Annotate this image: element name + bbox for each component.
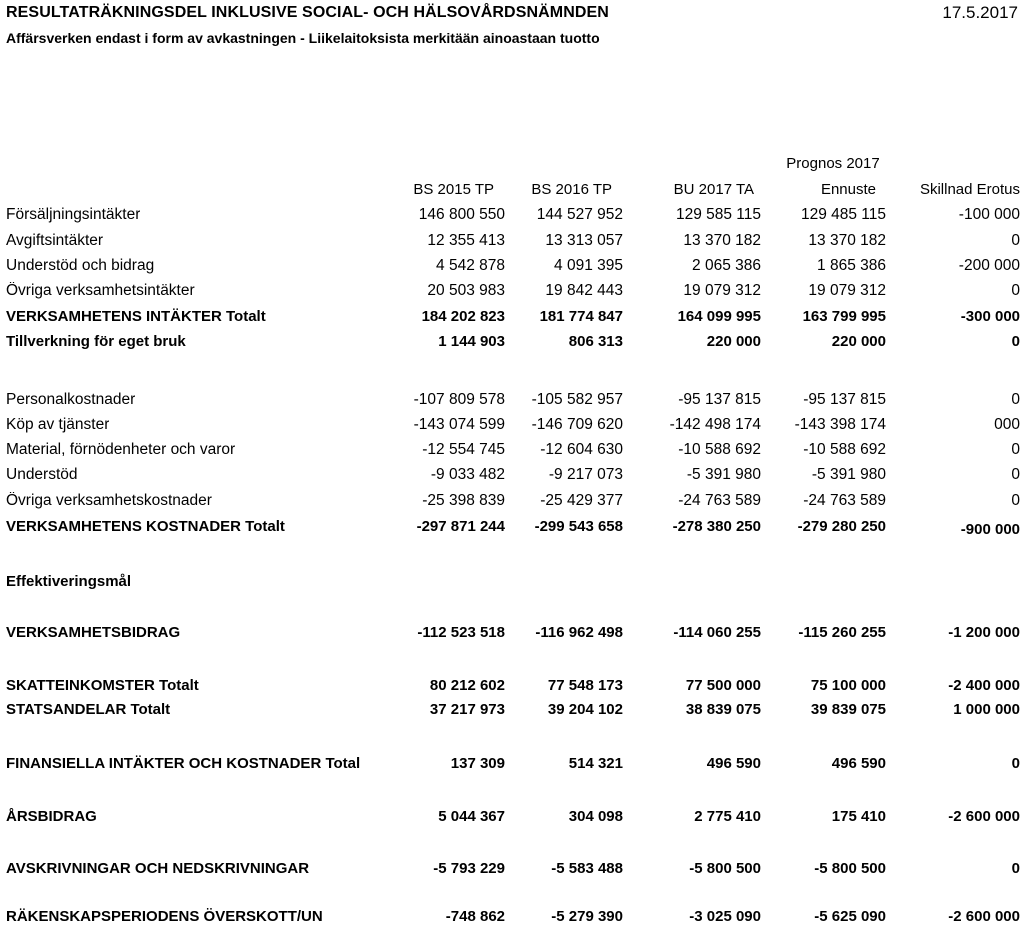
cell-bu2017: 38 839 075 bbox=[685, 701, 761, 718]
cell-bs2016: -25 429 377 bbox=[540, 492, 623, 509]
cell-bs2016: -299 543 658 bbox=[534, 518, 623, 535]
row-label: RÄKENSKAPSPERIODENS ÖVERSKOTT/UN bbox=[6, 908, 323, 925]
cell-skillnad: -2 400 000 bbox=[948, 677, 1020, 694]
cell-skillnad: 0 bbox=[1011, 466, 1020, 483]
row-label: SKATTEINKOMSTER Totalt bbox=[6, 677, 199, 694]
cell-bs2016: 514 321 bbox=[568, 755, 623, 772]
cell-bs2015: 184 202 823 bbox=[421, 308, 505, 325]
cell-bu2017: -278 380 250 bbox=[672, 518, 761, 535]
row-label: VERKSAMHETENS INTÄKTER Totalt bbox=[6, 308, 266, 325]
table-row-total bbox=[0, 624, 1024, 646]
row-label: Material, förnödenheter och varor bbox=[6, 441, 236, 458]
table-row bbox=[0, 492, 1024, 514]
cell-bs2015: -12 554 745 bbox=[422, 441, 505, 458]
cell-bs2016: -146 709 620 bbox=[531, 416, 623, 433]
cell-ennuste: -95 137 815 bbox=[803, 391, 886, 408]
cell-bs2015: -112 523 518 bbox=[417, 624, 505, 641]
row-label: Personalkostnader bbox=[6, 391, 136, 408]
table-row bbox=[0, 282, 1024, 304]
table-row bbox=[0, 441, 1024, 463]
cell-ennuste: -24 763 589 bbox=[803, 492, 886, 509]
cell-bs2015: -143 074 599 bbox=[413, 416, 505, 433]
row-label: Tillverkning för eget bruk bbox=[6, 333, 186, 350]
cell-ennuste: -279 280 250 bbox=[797, 518, 886, 535]
row-label: Understöd och bidrag bbox=[6, 257, 155, 274]
cell-skillnad: 0 bbox=[1011, 282, 1020, 299]
cell-bs2016: -116 962 498 bbox=[535, 624, 623, 641]
cell-skillnad: 0 bbox=[1011, 333, 1020, 350]
cell-ennuste: -10 588 692 bbox=[803, 441, 886, 458]
cell-bu2017: 2 775 410 bbox=[694, 808, 761, 825]
table-row-total bbox=[0, 308, 1024, 330]
table-row-section bbox=[0, 573, 1024, 595]
cell-ennuste: 163 799 995 bbox=[802, 308, 886, 325]
row-label: Köp av tjänster bbox=[6, 416, 110, 433]
row-label: ÅRSBIDRAG bbox=[6, 808, 97, 825]
cell-bu2017: 220 000 bbox=[706, 333, 761, 350]
row-label: STATSANDELAR Totalt bbox=[6, 701, 171, 718]
cell-bs2015: 37 217 973 bbox=[429, 701, 505, 718]
cell-skillnad: 0 bbox=[1011, 441, 1020, 458]
cell-bs2016: -5 583 488 bbox=[551, 860, 623, 877]
cell-ennuste: -5 800 500 bbox=[814, 860, 886, 877]
cell-bs2015: -748 862 bbox=[445, 908, 505, 925]
cell-ennuste: 13 370 182 bbox=[808, 232, 886, 249]
cell-bs2015: -9 033 482 bbox=[430, 466, 505, 483]
cell-bs2016: 144 527 952 bbox=[536, 206, 623, 223]
row-label: Avgiftsintäkter bbox=[6, 232, 104, 249]
cell-bu2017: -142 498 174 bbox=[669, 416, 761, 433]
cell-bu2017: -5 800 500 bbox=[689, 860, 761, 877]
cell-bs2015: -297 871 244 bbox=[416, 518, 505, 535]
table-row bbox=[0, 416, 1024, 438]
table-row bbox=[0, 206, 1024, 228]
cell-skillnad: 000 bbox=[994, 416, 1020, 433]
cell-ennuste: -143 398 174 bbox=[794, 416, 886, 433]
report-date: 17.5.2017 bbox=[942, 3, 1018, 22]
cell-bu2017: 164 099 995 bbox=[677, 308, 761, 325]
cell-skillnad: -2 600 000 bbox=[948, 808, 1020, 825]
cell-skillnad: -900 000 bbox=[960, 521, 1020, 538]
cell-bs2015: 146 800 550 bbox=[418, 206, 505, 223]
cell-bs2016: 806 313 bbox=[568, 333, 623, 350]
cell-bs2016: 77 548 173 bbox=[547, 677, 623, 694]
table-row-total bbox=[0, 908, 1024, 930]
cell-bs2015: -107 809 578 bbox=[413, 391, 505, 408]
column-header-ennuste: Ennuste bbox=[820, 181, 876, 198]
cell-bu2017: -3 025 090 bbox=[689, 908, 761, 925]
cell-bu2017: 129 585 115 bbox=[675, 206, 761, 223]
table-row-total bbox=[0, 333, 1024, 355]
column-header-bs2015: BS 2015 TP bbox=[413, 181, 494, 198]
cell-bs2016: 13 313 057 bbox=[545, 232, 623, 249]
cell-bs2015: 12 355 413 bbox=[427, 232, 505, 249]
cell-skillnad: 0 bbox=[1011, 492, 1020, 509]
cell-bu2017: 13 370 182 bbox=[683, 232, 761, 249]
cell-ennuste: 220 000 bbox=[831, 333, 886, 350]
cell-skillnad: 0 bbox=[1011, 232, 1020, 249]
cell-ennuste: 39 839 075 bbox=[810, 701, 886, 718]
report-subtitle: Affärsverken endast i form av avkastningen - Liikelaitoksista merkitään ainoastaan tuotto bbox=[6, 30, 600, 46]
cell-bu2017: -95 137 815 bbox=[678, 391, 761, 408]
row-label: Övriga verksamhetskostnader bbox=[6, 492, 212, 509]
cell-bs2015: -25 398 839 bbox=[422, 492, 505, 509]
cell-ennuste: -115 260 255 bbox=[798, 624, 886, 641]
cell-bs2016: -105 582 957 bbox=[531, 391, 623, 408]
cell-bu2017: -24 763 589 bbox=[678, 492, 761, 509]
column-header-bu2017: BU 2017 TA bbox=[673, 181, 754, 198]
table-row-total bbox=[0, 860, 1024, 882]
cell-ennuste: 19 079 312 bbox=[808, 282, 886, 299]
cell-bs2015: 5 044 367 bbox=[438, 808, 505, 825]
cell-skillnad: 0 bbox=[1011, 860, 1020, 877]
table-row bbox=[0, 391, 1024, 413]
row-label: VERKSAMHETENS KOSTNADER Totalt bbox=[6, 518, 285, 535]
column-header-bs2016: BS 2016 TP bbox=[531, 181, 612, 198]
cell-bs2015: -5 793 229 bbox=[433, 860, 505, 877]
cell-skillnad: 0 bbox=[1011, 755, 1020, 772]
table-row-total bbox=[0, 808, 1024, 830]
cell-bu2017: 2 065 386 bbox=[692, 257, 761, 274]
row-label: FINANSIELLA INTÄKTER OCH KOSTNADER Total bbox=[6, 755, 361, 772]
cell-skillnad: -200 000 bbox=[958, 257, 1020, 274]
row-label: Övriga verksamhetsintäkter bbox=[6, 282, 195, 299]
cell-bs2016: 39 204 102 bbox=[547, 701, 623, 718]
cell-bs2015: 4 542 878 bbox=[436, 257, 505, 274]
table-row-total bbox=[0, 701, 1024, 723]
cell-bs2015: 20 503 983 bbox=[427, 282, 505, 299]
row-label: Understöd bbox=[6, 466, 78, 483]
table-row-total bbox=[0, 677, 1024, 699]
cell-ennuste: 496 590 bbox=[831, 755, 886, 772]
report-title: RESULTATRÄKNINGSDEL INKLUSIVE SOCIAL- OCH HÄLSOVÅRDSNÄMNDEN bbox=[6, 4, 609, 21]
cell-bs2016: 4 091 395 bbox=[554, 257, 623, 274]
row-label: VERKSAMHETSBIDRAG bbox=[6, 624, 181, 641]
cell-bs2015: 80 212 602 bbox=[429, 677, 505, 694]
table-row-total bbox=[0, 518, 1024, 540]
cell-bu2017: -114 060 255 bbox=[673, 624, 761, 641]
cell-bu2017: 496 590 bbox=[706, 755, 761, 772]
cell-skillnad: -100 000 bbox=[958, 206, 1020, 223]
cell-skillnad: -300 000 bbox=[960, 308, 1020, 325]
cell-ennuste: -5 391 980 bbox=[811, 466, 886, 483]
cell-bu2017: 19 079 312 bbox=[683, 282, 761, 299]
cell-ennuste: -5 625 090 bbox=[814, 908, 886, 925]
cell-bs2016: -5 279 390 bbox=[551, 908, 623, 925]
row-label: Effektiveringsmål bbox=[6, 573, 132, 590]
cell-skillnad: 1 000 000 bbox=[953, 701, 1020, 718]
table-row bbox=[0, 257, 1024, 279]
cell-bs2016: -9 217 073 bbox=[548, 466, 623, 483]
cell-bs2015: 1 144 903 bbox=[438, 333, 505, 350]
cell-bs2016: 19 842 443 bbox=[545, 282, 623, 299]
table-row bbox=[0, 232, 1024, 254]
cell-ennuste: 129 485 115 bbox=[800, 206, 886, 223]
column-header-skillnad: Skillnad Erotus bbox=[919, 181, 1020, 198]
table-row bbox=[0, 466, 1024, 488]
cell-ennuste: 1 865 386 bbox=[817, 257, 886, 274]
cell-ennuste: 175 410 bbox=[831, 808, 886, 825]
cell-bs2016: 304 098 bbox=[568, 808, 623, 825]
cell-skillnad: 0 bbox=[1011, 391, 1020, 408]
cell-bs2016: -12 604 630 bbox=[540, 441, 623, 458]
row-label: Försäljningsintäkter bbox=[6, 206, 141, 223]
row-label: AVSKRIVNINGAR OCH NEDSKRIVNINGAR bbox=[6, 860, 310, 877]
table-row-total bbox=[0, 755, 1024, 777]
cell-bs2015: 137 309 bbox=[450, 755, 505, 772]
cell-ennuste: 75 100 000 bbox=[810, 677, 886, 694]
column-header-prognos: Prognos 2017 bbox=[786, 155, 880, 172]
cell-skillnad: -1 200 000 bbox=[948, 624, 1020, 641]
cell-skillnad: -2 600 000 bbox=[948, 908, 1020, 925]
cell-bs2016: 181 774 847 bbox=[539, 308, 623, 325]
cell-bu2017: -5 391 980 bbox=[686, 466, 761, 483]
cell-bu2017: -10 588 692 bbox=[678, 441, 761, 458]
cell-bu2017: 77 500 000 bbox=[685, 677, 761, 694]
